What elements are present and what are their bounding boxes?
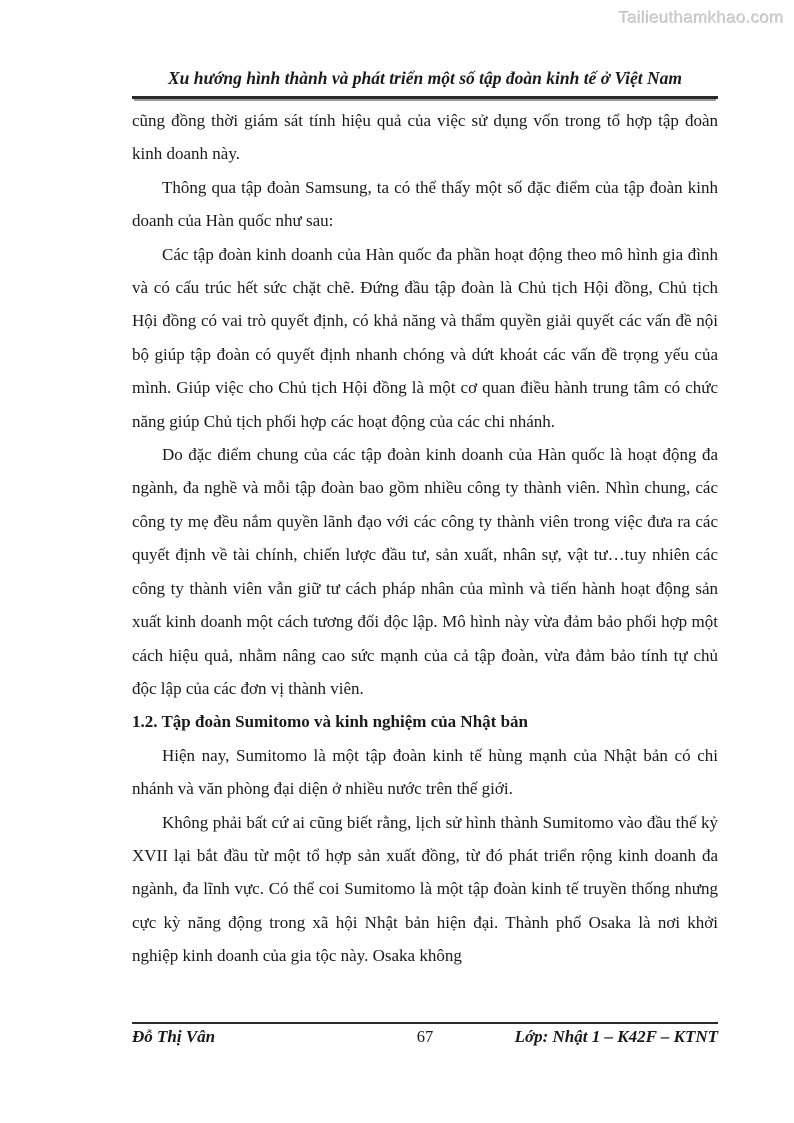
footer-page-number: 67 [416, 1027, 434, 1046]
paragraph: Do đặc điểm chung của các tập đoàn kinh doanh của Hàn quốc là hoạt động đa ngành, đa nghề và mỗi tập đoàn bao gồm nhiều công ty thành viên. Nhìn chung, các công ty mẹ đều nắm quyền lãnh đạo với các công ty thành viên trong việc đưa ra các quyết định về tài chính, chiến lược đầu tư, sản xuất, nhân sự, vật tư…tuy nhiên các công ty thành viên vẫn giữ tư cách pháp nhân của mình và tiến hành hoạt động sản xuất kinh doanh một cách tương đối độc lập. Mô hình này vừa đảm bảo phối hợp một cách hiệu quả, nhằm nâng cao sức mạnh của cả tập đoàn, vừa đảm bảo tính tự chủ độc lập của các đơn vị thành viên. [132, 445, 718, 698]
page-footer [132, 1022, 718, 1047]
paragraph-continuation: cũng đồng thời giám sát tính hiệu quả của việc sử dụng vốn trong tổ hợp tập đoàn kinh doanh này. [132, 111, 718, 164]
running-header-title: Xu hướng hình thành và phát triển một số tập đoàn kinh tế ở Việt Nam [132, 68, 718, 99]
document-body [132, 104, 718, 973]
paragraph: Thông qua tập đoàn Samsung, ta có thể thấy một số đặc điểm của tập đoàn kinh doanh của Hàn quốc như sau: [132, 177, 718, 231]
paragraph: Các tập đoàn kinh doanh của Hàn quốc đa phần hoạt động theo mô hình gia đình và có cấu trúc hết sức chặt chẽ. Đứng đầu tập đoàn là Chủ tịch Hội đồng, Chủ tịch Hội đồng có vai trò quyết định, có khả năng và thẩm quyền giải quyết các vấn đề nội bộ giúp tập đoàn có quyết định nhanh chóng và dứt khoát các vấn đề trọng yếu của mình. Giúp việc cho Chủ tịch Hội đồng là một cơ quan điều hành trung tâm có chức năng giúp Chủ tịch phối hợp các hoạt động của các chi nhánh. [132, 244, 718, 431]
footer-class-info: Lớp: Nhật 1 – K42F – KTNT [514, 1027, 718, 1046]
footer-author: Đỗ Thị Vân [132, 1027, 216, 1046]
paragraph: Hiện nay, Sumitomo là một tập đoàn kinh tế hùng mạnh của Nhật bản có chi nhánh và văn phòng đại diện ở nhiều nước trên thế giới. [132, 745, 718, 799]
paragraph: Không phải bất cứ ai cũng biết rằng, lịch sử hình thành Sumitomo vào đầu thế kỷ XVII lại bắt đầu từ một tổ hợp sản xuất đồng, từ đó phát triển rộng kinh doanh đa ngành, đa lĩnh vực. Có thể coi Sumitomo là một tập đoàn kinh tế truyền thống nhưng cực kỳ năng động trong xã hội Nhật bản hiện đại. Thành phố Osaka là nơi khởi nghiệp kinh doanh của gia tộc này. Osaka không [132, 812, 718, 966]
watermark-text: Tailieuthamkhao.com [618, 8, 784, 27]
section-heading-1-2: 1.2. Tập đoàn Sumitomo và kinh nghiệm của Nhật bản [132, 712, 528, 732]
